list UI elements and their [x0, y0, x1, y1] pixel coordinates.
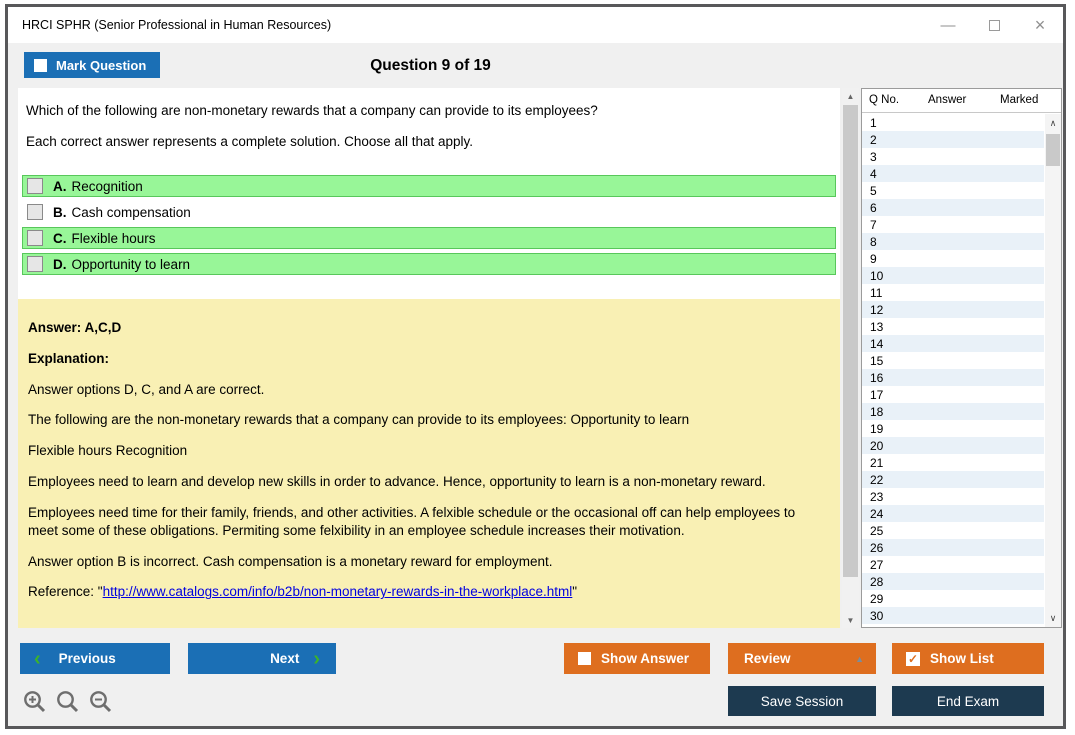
window-controls — [925, 7, 1063, 43]
question-list-row[interactable] — [862, 590, 1044, 607]
show-answer-label: Show Answer — [601, 651, 690, 666]
qno-cell: 26 — [870, 540, 884, 555]
qno-cell: 30 — [870, 608, 884, 623]
question-list-row[interactable] — [862, 199, 1044, 216]
question-list-row[interactable] — [862, 556, 1044, 573]
next-button[interactable] — [188, 643, 336, 674]
footer-bar — [8, 629, 1063, 726]
chevron-down-icon[interactable]: ∨ — [1049, 612, 1057, 623]
scroll-down-icon[interactable]: ▼ — [846, 615, 855, 625]
end-exam-label: End Exam — [936, 693, 1000, 709]
option-letter: D. — [53, 256, 67, 272]
question-list-row[interactable] — [862, 233, 1044, 250]
answer-option-row[interactable] — [22, 175, 836, 197]
answer-option-row[interactable] — [22, 201, 836, 223]
question-list-row[interactable] — [862, 573, 1044, 590]
window-title: HRCI SPHR (Senior Professional in Human Resources) — [22, 18, 332, 32]
question-list-row[interactable] — [862, 437, 1044, 454]
show-list-label: Show List — [930, 651, 994, 666]
chevron-right-icon: › — [313, 647, 320, 670]
option-checkbox[interactable] — [27, 204, 43, 220]
explanation-heading: Explanation: — [28, 350, 110, 366]
qno-cell: 29 — [870, 591, 884, 606]
option-letter: B. — [53, 204, 67, 220]
qno-cell: 10 — [870, 268, 884, 283]
question-list-row[interactable] — [862, 352, 1044, 369]
question-prompt: Which of the following are non-monetary rewards that a company can provide to its employees? — [26, 103, 598, 118]
question-list-row[interactable] — [862, 250, 1044, 267]
answer-option-row[interactable] — [22, 253, 836, 275]
qno-cell: 14 — [870, 336, 884, 351]
review-button[interactable] — [728, 643, 876, 674]
question-list-row[interactable] — [862, 284, 1044, 301]
answer-option-row[interactable] — [22, 227, 836, 249]
qno-cell: 28 — [870, 574, 884, 589]
explanation-box — [18, 299, 840, 628]
question-list-header — [862, 89, 1061, 113]
question-list-row[interactable] — [862, 301, 1044, 318]
question-list-row[interactable] — [862, 165, 1044, 182]
option-checkbox[interactable] — [27, 178, 43, 194]
reference-link[interactable]: http://www.catalogs.com/info/b2b/non-monetary-rewards-in-the-workplace.html — [102, 584, 573, 600]
question-list-row[interactable] — [862, 318, 1044, 335]
qno-cell: 5 — [870, 183, 877, 198]
triangle-up-icon: ▲ — [855, 653, 864, 664]
app-window — [5, 4, 1066, 729]
qno-cell: 11 — [870, 285, 883, 300]
reference-prefix: Reference: " — [28, 584, 103, 600]
save-session-label: Save Session — [760, 693, 844, 709]
qno-cell: 8 — [870, 234, 877, 249]
qno-cell: 17 — [870, 387, 884, 402]
answer-options — [22, 175, 836, 279]
maximize-icon[interactable] — [971, 7, 1017, 43]
qno-cell: 20 — [870, 438, 884, 453]
question-instruction: Each correct answer represents a complete solution. Choose all that apply. — [26, 134, 473, 149]
explanation-paragraph: Employees need to learn and develop new skills in order to advance. Hence, opportunity to learn is a non-monetary reward. — [28, 474, 766, 490]
explanation-paragraph: Flexible hours Recognition — [28, 443, 188, 459]
close-icon[interactable]: × — [1034, 14, 1046, 35]
question-list-row[interactable] — [862, 369, 1044, 386]
answer-line: Answer: A,C,D — [28, 320, 122, 335]
content-scrollbar[interactable] — [842, 88, 859, 628]
zoom-reset-icon[interactable] — [55, 689, 81, 715]
show-list-button[interactable] — [892, 643, 1044, 674]
qno-cell: 6 — [870, 200, 877, 215]
explanation-paragraph: Employees need time for their family, friends, and other activities. A felxible schedule or the occasional off can help employees to meet some of these obligations. Permiting some felxibility in an employee schedule increases their motivation. — [28, 504, 796, 538]
qno-cell: 7 — [870, 217, 877, 232]
end-exam-button[interactable] — [892, 686, 1044, 716]
column-marked: Marked — [1000, 94, 1039, 106]
qno-cell: 21 — [870, 455, 884, 470]
reference-suffix: " — [572, 584, 578, 600]
reference-line — [28, 583, 826, 601]
qno-cell: 25 — [870, 523, 884, 538]
option-text: Cash compensation — [71, 204, 191, 220]
question-list-panel — [861, 88, 1062, 628]
qno-cell: 4 — [870, 166, 877, 181]
header-bar — [8, 43, 1063, 88]
qno-cell: 24 — [870, 506, 884, 521]
question-counter: Question 9 of 19 — [370, 56, 491, 74]
question-list-row[interactable] — [862, 403, 1044, 420]
show-answer-button[interactable] — [564, 643, 710, 674]
question-list-scrollbar[interactable] — [1045, 114, 1061, 627]
qno-cell: 27 — [870, 557, 884, 572]
chevron-left-icon: ‹ — [34, 647, 41, 670]
review-label: Review — [744, 651, 791, 666]
zoom-in-icon[interactable] — [22, 689, 48, 715]
qno-cell: 22 — [870, 472, 884, 487]
question-list-row[interactable] — [862, 182, 1044, 199]
zoom-out-icon[interactable] — [88, 689, 114, 715]
question-list-row[interactable] — [862, 216, 1044, 233]
scroll-up-icon[interactable]: ▲ — [846, 91, 855, 101]
explanation-paragraph: Answer options D, C, and A are correct. — [28, 381, 265, 397]
explanation-paragraph: Answer option B is incorrect. Cash compensation is a monetary reward for employment. — [28, 553, 553, 569]
qno-cell: 2 — [870, 132, 877, 147]
maximize-glyph — [989, 20, 1000, 31]
qno-cell: 18 — [870, 404, 884, 419]
question-list-row[interactable] — [862, 539, 1044, 556]
question-list-row[interactable] — [862, 148, 1044, 165]
qno-cell: 9 — [870, 251, 877, 266]
option-checkbox[interactable] — [27, 230, 43, 246]
qno-cell: 3 — [870, 149, 877, 164]
previous-label: Previous — [58, 651, 116, 666]
question-list-row[interactable] — [862, 131, 1044, 148]
option-text: Recognition — [71, 178, 143, 194]
question-list-row[interactable] — [862, 386, 1044, 403]
question-list-row[interactable] — [862, 114, 1044, 131]
qno-cell: 13 — [870, 319, 884, 334]
save-session-button[interactable] — [728, 686, 876, 716]
qno-cell: 23 — [870, 489, 884, 504]
question-list-row[interactable] — [862, 471, 1044, 488]
qno-cell: 1 — [870, 115, 877, 130]
question-list-row[interactable] — [862, 522, 1044, 539]
question-list-row[interactable] — [862, 420, 1044, 437]
option-text: Opportunity to learn — [71, 256, 191, 272]
title-bar — [8, 7, 1063, 43]
explanation-paragraph: The following are the non-monetary rewards that a company can provide to its employees: Opportunity to learn — [28, 412, 690, 428]
question-panel — [18, 88, 840, 628]
qno-cell: 19 — [870, 421, 884, 436]
option-checkbox[interactable] — [27, 256, 43, 272]
previous-button[interactable] — [20, 643, 170, 674]
question-list-body — [862, 114, 1044, 627]
next-label: Next — [270, 651, 300, 666]
scrollbar-thumb[interactable] — [1046, 134, 1060, 166]
chevron-up-icon[interactable]: ∧ — [1049, 117, 1057, 128]
question-list-row[interactable] — [862, 505, 1044, 522]
column-answer: Answer — [928, 94, 967, 106]
zoom-controls — [22, 689, 114, 715]
scrollbar-thumb[interactable] — [843, 105, 858, 577]
qno-cell: 15 — [870, 353, 884, 368]
option-letter: C. — [53, 230, 67, 246]
question-list-row[interactable] — [862, 454, 1044, 471]
show-answer-checkbox[interactable] — [578, 652, 591, 665]
option-text: Flexible hours — [71, 230, 156, 246]
minimize-icon[interactable]: — — [940, 16, 956, 34]
question-list-row[interactable] — [862, 267, 1044, 284]
question-list-row[interactable] — [862, 335, 1044, 352]
qno-cell: 16 — [870, 370, 884, 385]
question-list-row[interactable] — [862, 607, 1044, 624]
show-list-checkbox[interactable]: ✓ — [907, 651, 919, 666]
qno-cell: 12 — [870, 302, 884, 317]
question-list-row[interactable] — [862, 488, 1044, 505]
mark-question-label: Mark Question — [56, 57, 147, 73]
option-letter: A. — [53, 178, 67, 194]
column-qno: Q No. — [869, 94, 900, 106]
content-region — [8, 88, 1063, 628]
